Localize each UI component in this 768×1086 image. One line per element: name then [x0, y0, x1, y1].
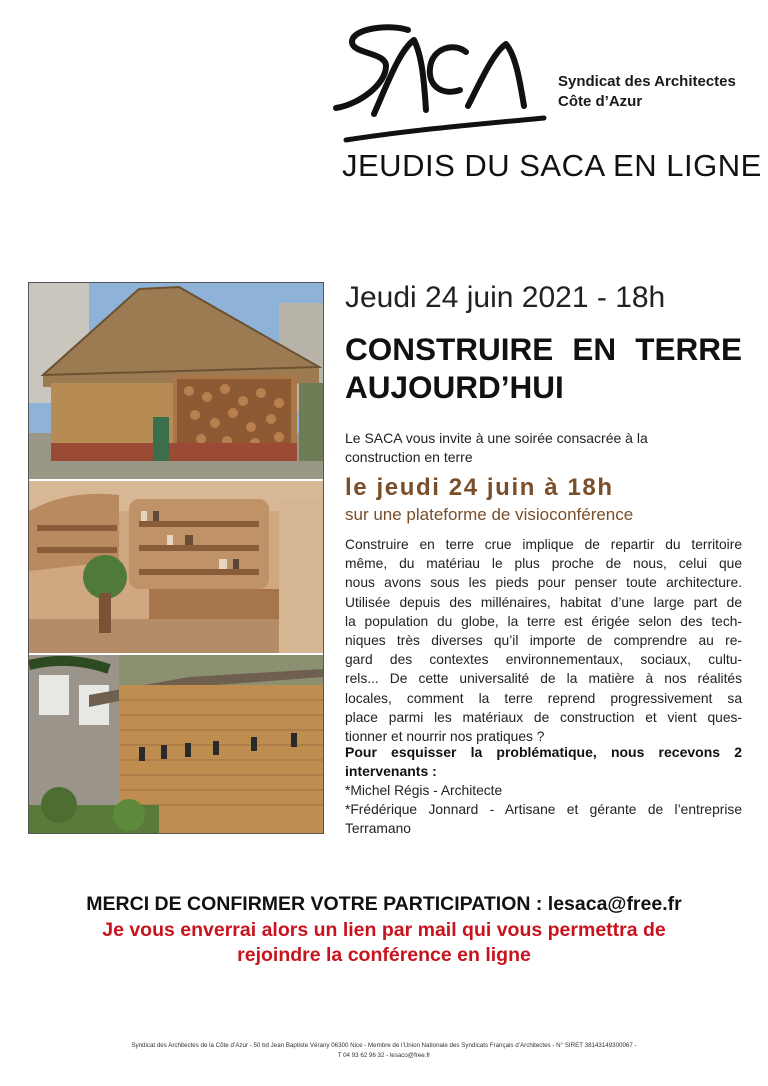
confirm-participation [0, 893, 768, 916]
earth-pavilion-photo [29, 283, 323, 479]
description-line: Utilisée depuis des millénaires, habitat d’une large part de [345, 594, 742, 610]
description-line: rels... De cette universalité de la matière à nos réalités [345, 671, 742, 687]
highlight-date: le jeudi 24 juin à 18h [345, 474, 614, 501]
description-line: place parmi les matériaux de construction et vient ques- [345, 709, 742, 725]
footer-line-2: T 04 93 62 96 32 - lesaco@free.fr [337, 1052, 431, 1059]
event-series-title: JEUDIS DU SACA EN LIGNE [342, 148, 762, 183]
footer [0, 1041, 768, 1061]
intro-line-2: construction en terre [345, 449, 473, 465]
intro-text [345, 429, 742, 467]
intro-line-1: Le SACA vous invite à une soirée consacrée à la [345, 430, 648, 446]
description-line: la population du globe, la terre est érigée selon des tech- [345, 613, 742, 629]
description-line: locales, comment la terre reprend progressivement sa [345, 690, 742, 706]
org-line-2: Côte d’Azur [558, 93, 643, 110]
platform-text: sur une plateforme de visioconférence [345, 505, 634, 524]
org-line-1: Syndicat des Architectes [558, 73, 736, 90]
title-line-2: AUJOURD’HUI [345, 369, 564, 405]
speaker-item: *Frédérique Jonnard - Artisane et gérante de l’entreprise [345, 802, 742, 817]
description-line: tionner et nourrir nos pratiques ? [345, 729, 545, 745]
earth-interior-photo [29, 481, 323, 653]
event-title [345, 330, 742, 406]
description-line: niques très diverses qu’il importe de comprendre au re- [345, 633, 742, 649]
speaker-item: *Michel Régis - Architecte [345, 783, 503, 798]
footer-line-1: Syndicat des Architectes de la Côte d’Azur - 50 bd Jean Baptiste Vérany 06300 Nice - Membre de l’Union Nationale des Syndicats Français d’Architectes - N° SIRET 38143149300067 - [131, 1042, 637, 1049]
link-note-line-2: rejoindre la conférence en ligne [237, 944, 531, 966]
description-line: même, du matériau le plus proche de nous, celui que [345, 556, 742, 572]
speaker-item-continued: Terramano [345, 821, 411, 836]
speakers-intro-line-1: Pour esquisser la problématique, nous recevons 2 [345, 744, 742, 760]
speakers-list [345, 781, 742, 838]
description-line: nous avons sous les pieds pour penser toute architecture. [345, 575, 742, 591]
event-date-heading: Jeudi 24 juin 2021 - 18h [345, 281, 666, 314]
speakers-intro [345, 743, 742, 781]
cta-label: MERCI DE CONFIRMER VOTRE PARTICIPATION : [86, 893, 548, 915]
speakers-intro-line-2: intervenants : [345, 763, 437, 779]
saca-logo [330, 22, 550, 144]
link-note-line-1: Je vous enverrai alors un lien par mail qui vous permettra de [102, 919, 666, 941]
event-description [345, 535, 742, 746]
photo-column [28, 282, 324, 834]
title-line-1: CONSTRUIRE EN TERRE [345, 331, 742, 367]
link-note [0, 918, 768, 968]
email-link[interactable]: lesaca@free.fr [547, 893, 682, 915]
description-line: Construire en terre crue implique de repartir du territoire [345, 537, 742, 552]
organization-name [558, 72, 736, 112]
description-line: gard des contextes environnementaux, sociaux, cultu- [345, 652, 742, 668]
adobe-brick-wall-photo [29, 655, 323, 833]
